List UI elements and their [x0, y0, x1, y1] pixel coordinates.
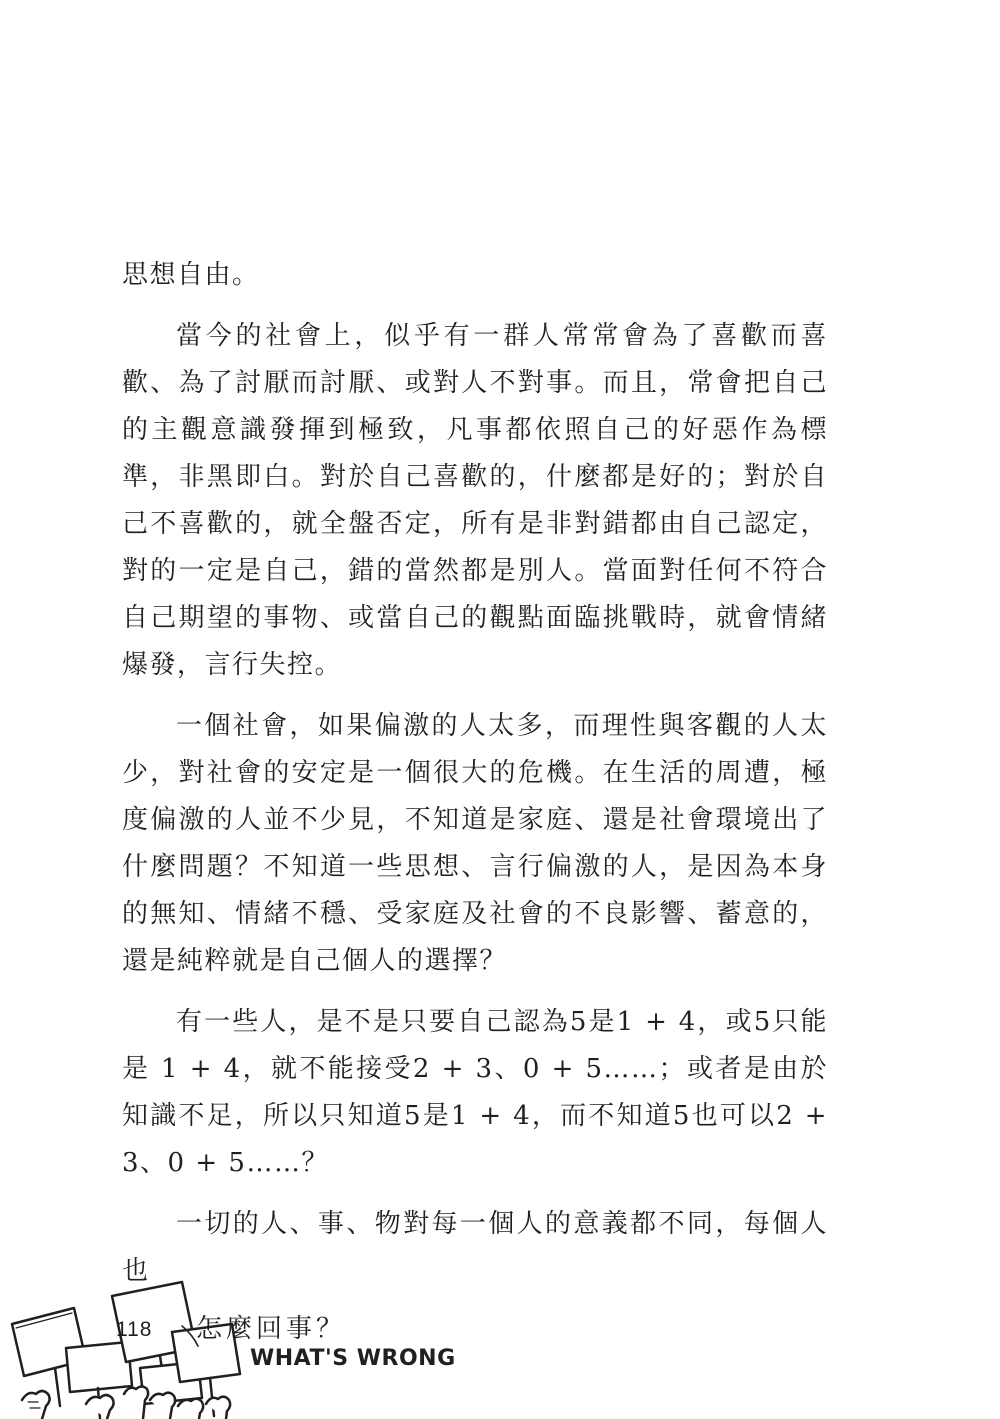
paragraph: 當今的社會上，似乎有一群人常常會為了喜歡而喜歡、為了討厭而討厭、或對人不對事。而且，常會把自己的主觀意識發揮到極致，凡事都依照自己的好惡作為標準，非黑即白。對於自己喜歡的，什麼都是好的；對於自己不喜歡的，就全盤否定，所有是非對錯都由自己認定，對的一定是自己，錯的當然都是別人。當面對任何不符合自己期望的事物、或當自己的觀點面臨挑戰時，就會情緒爆發，言行失控。: [122, 321, 828, 680]
paragraph: 有一些人，是不是只要自己認為5是1 + 4，或5只能是 1 + 4，就不能接受2 + 3、0 + 5……；或者是由於知識不足，所以只知道5是1 + 4，而不知道5也可以2 + 3、0 + 5……？: [122, 1007, 828, 1178]
body-text: [122, 252, 828, 1295]
page-number: 118: [116, 1318, 153, 1341]
series-title: 怎麼回事？: [196, 1314, 347, 1344]
paragraph: 一切的人、事、物對每一個人的意義都不同，每個人也: [122, 1209, 828, 1286]
page-footer: [0, 1276, 520, 1419]
paragraph: 一個社會，如果偏激的人太多，而理性與客觀的人太少，對社會的安定是一個很大的危機。在生活的周遭，極度偏激的人並不少見，不知道是家庭、還是社會環境出了什麼問題？不知道一些思想、言行偏激的人，是因為本身的無知、情緒不穩、受家庭及社會的不良影響、蓄意的，還是純粹就是自己個人的選擇？: [122, 711, 828, 976]
series-subtitle: WHAT'S WRONG: [250, 1346, 456, 1371]
paragraph: 思想自由。: [122, 260, 260, 290]
